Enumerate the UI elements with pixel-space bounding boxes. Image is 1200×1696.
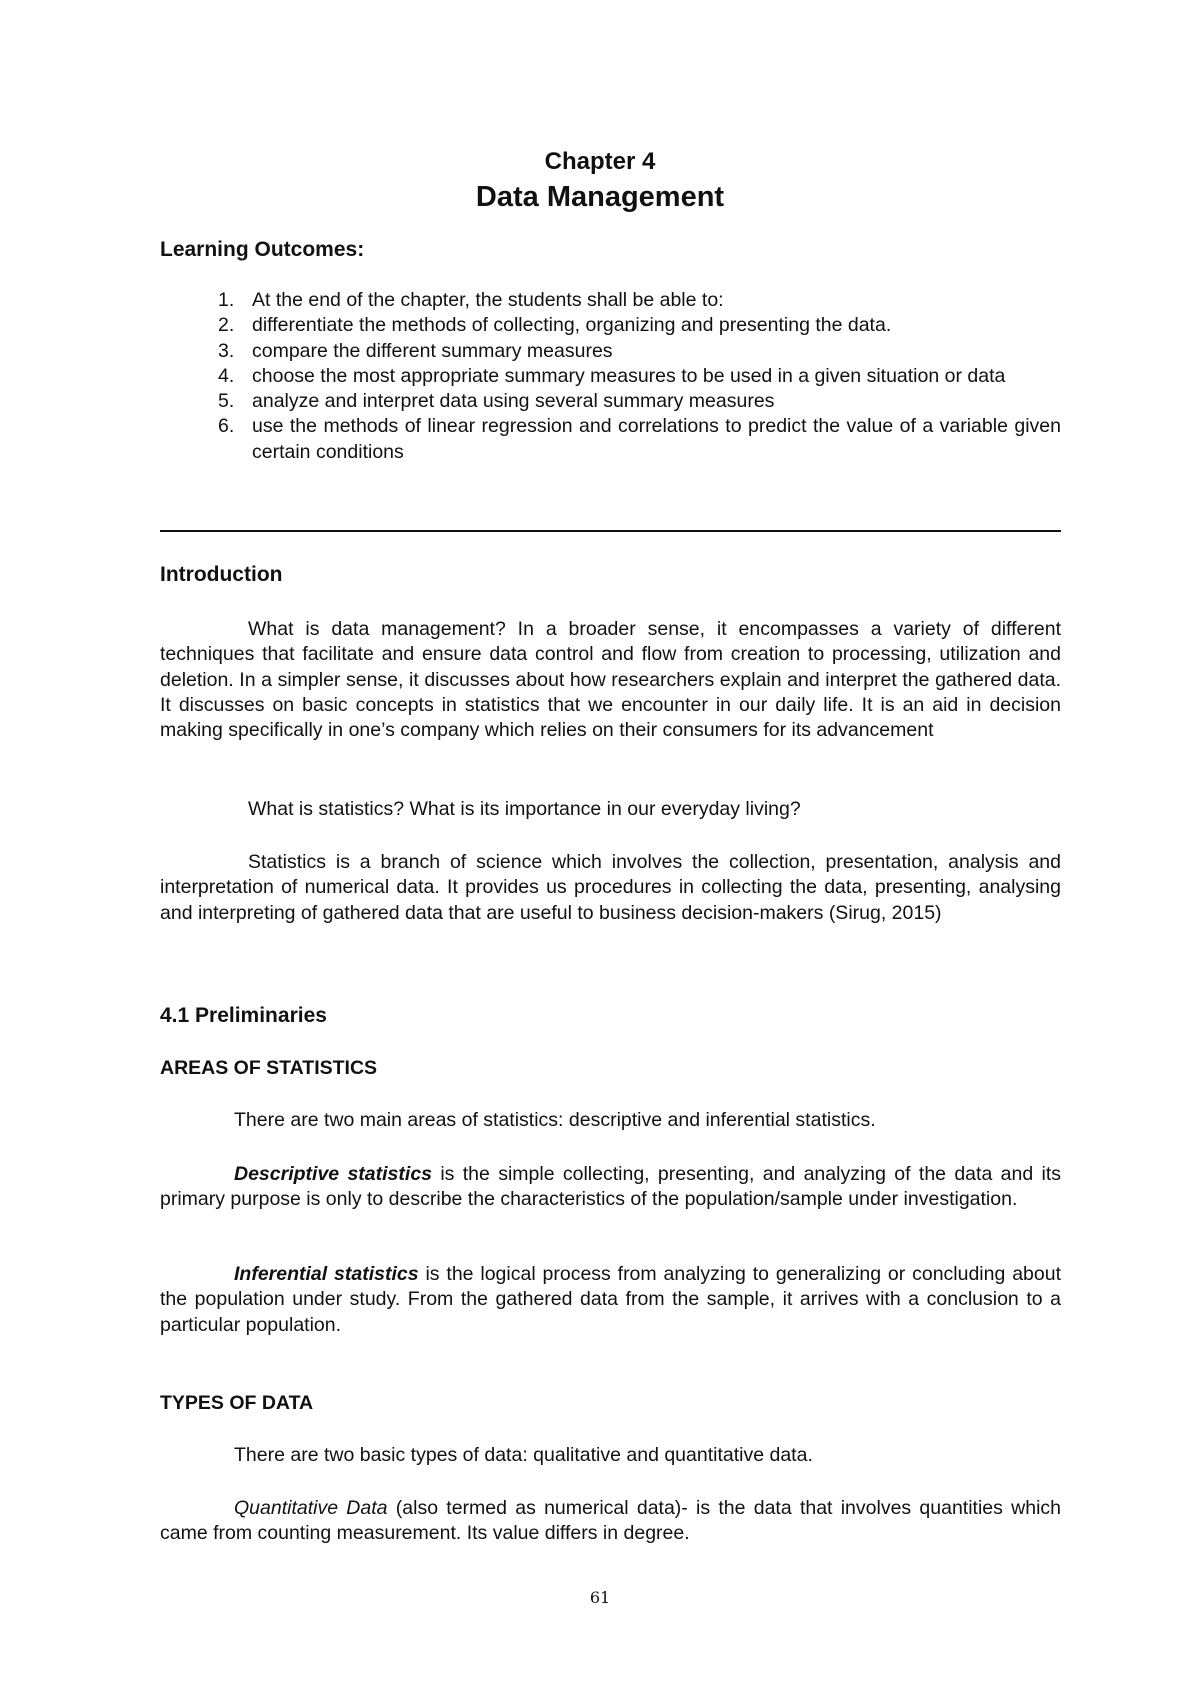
list-item-text: choose the most appropriate summary measures to be used in a given situation or data bbox=[252, 364, 1006, 387]
areas-of-statistics-heading: AREAS OF STATISTICS bbox=[160, 1057, 378, 1079]
list-item bbox=[218, 288, 1061, 313]
descriptive-statistics-paragraph bbox=[160, 1162, 1061, 1213]
introduction-paragraph-1: What is data management? In a broader sense, it encompasses a variety of different techniques that facilitate and ensure data control and flow from creation to processing, utilization and deletion. In a simpler sense, it discusses about how researchers explain and interpret the gathered data. It discusses on basic concepts in statistics that we encounter in our daily life. It is an aid in decision making specifically in one’s company which relies on their consumers for its advancement bbox=[160, 618, 1061, 742]
types-intro-paragraph: There are two basic types of data: qualitative and quantitative data. bbox=[234, 1444, 813, 1466]
inferential-statistics-term: Inferential statistics bbox=[234, 1263, 419, 1285]
introduction-heading: Introduction bbox=[160, 563, 283, 586]
quantitative-data-text: (also termed as numerical data)- is the data that involves quantities which came from counting measurement. Its value differs in degree. bbox=[160, 1497, 1062, 1545]
list-item-text: differentiate the methods of collecting, organizing and presenting the data. bbox=[252, 314, 892, 337]
quantitative-data-term: Quantitative Data bbox=[234, 1497, 388, 1519]
areas-intro-paragraph: There are two main areas of statistics: descriptive and inferential statistics. bbox=[234, 1109, 876, 1131]
list-item bbox=[218, 414, 1061, 465]
list-item-number: 3. bbox=[218, 339, 235, 362]
list-item-number: 1. bbox=[218, 289, 235, 311]
inferential-statistics-text: is the logical process from analyzing to generalizing or concluding about the population under study. From the gathered data from the sample, it arrives with a conclusion to a particular population. bbox=[160, 1263, 1061, 1336]
list-item-text: At the end of the chapter, the students shall be able to: bbox=[252, 289, 724, 311]
introduction-paragraph-3: Statistics is a branch of science which involves the collection, presentation, analysis and interpretation of numerical data. It provides us procedures in collecting the data, presenting, analysing and interpreting of gathered data that are useful to business decision-makers (Sirug, 2015) bbox=[160, 851, 1061, 924]
page-number: 61 bbox=[589, 1588, 611, 1607]
descriptive-statistics-term: Descriptive statistics bbox=[234, 1163, 433, 1185]
learning-outcomes-heading: Learning Outcomes: bbox=[160, 238, 365, 261]
list-item-number: 6. bbox=[218, 415, 235, 438]
list-item-text: analyze and interpret data using several summary measures bbox=[252, 390, 775, 413]
list-item bbox=[218, 389, 1061, 414]
list-item bbox=[218, 313, 1061, 338]
learning-outcomes-list bbox=[218, 288, 1061, 465]
list-item bbox=[218, 364, 1061, 389]
introduction-paragraph-2: What is statistics? What is its importance in our everyday living? bbox=[248, 798, 801, 820]
list-item-number: 2. bbox=[218, 314, 235, 337]
chapter-title: Data Management bbox=[475, 181, 725, 213]
list-item-text: compare the different summary measures bbox=[252, 339, 613, 362]
list-item-number: 4. bbox=[218, 364, 235, 387]
inferential-statistics-paragraph bbox=[160, 1262, 1061, 1338]
list-item-text: use the methods of linear regression and correlations to predict the value of a variable given certain conditions bbox=[252, 415, 1061, 463]
quantitative-data-paragraph bbox=[160, 1496, 1061, 1547]
list-item bbox=[218, 339, 1061, 364]
descriptive-statistics-text: is the simple collecting, presenting, and analyzing of the data and its primary purpose is only to describe the characteristics of the population/sample under investigation. bbox=[160, 1163, 1061, 1211]
chapter-heading bbox=[0, 147, 1200, 215]
chapter-number: Chapter 4 bbox=[544, 148, 656, 175]
types-of-data-heading: TYPES OF DATA bbox=[160, 1392, 314, 1414]
preliminaries-heading: 4.1 Preliminaries bbox=[160, 1004, 327, 1027]
section-divider bbox=[160, 530, 1061, 532]
list-item-number: 5. bbox=[218, 390, 235, 413]
